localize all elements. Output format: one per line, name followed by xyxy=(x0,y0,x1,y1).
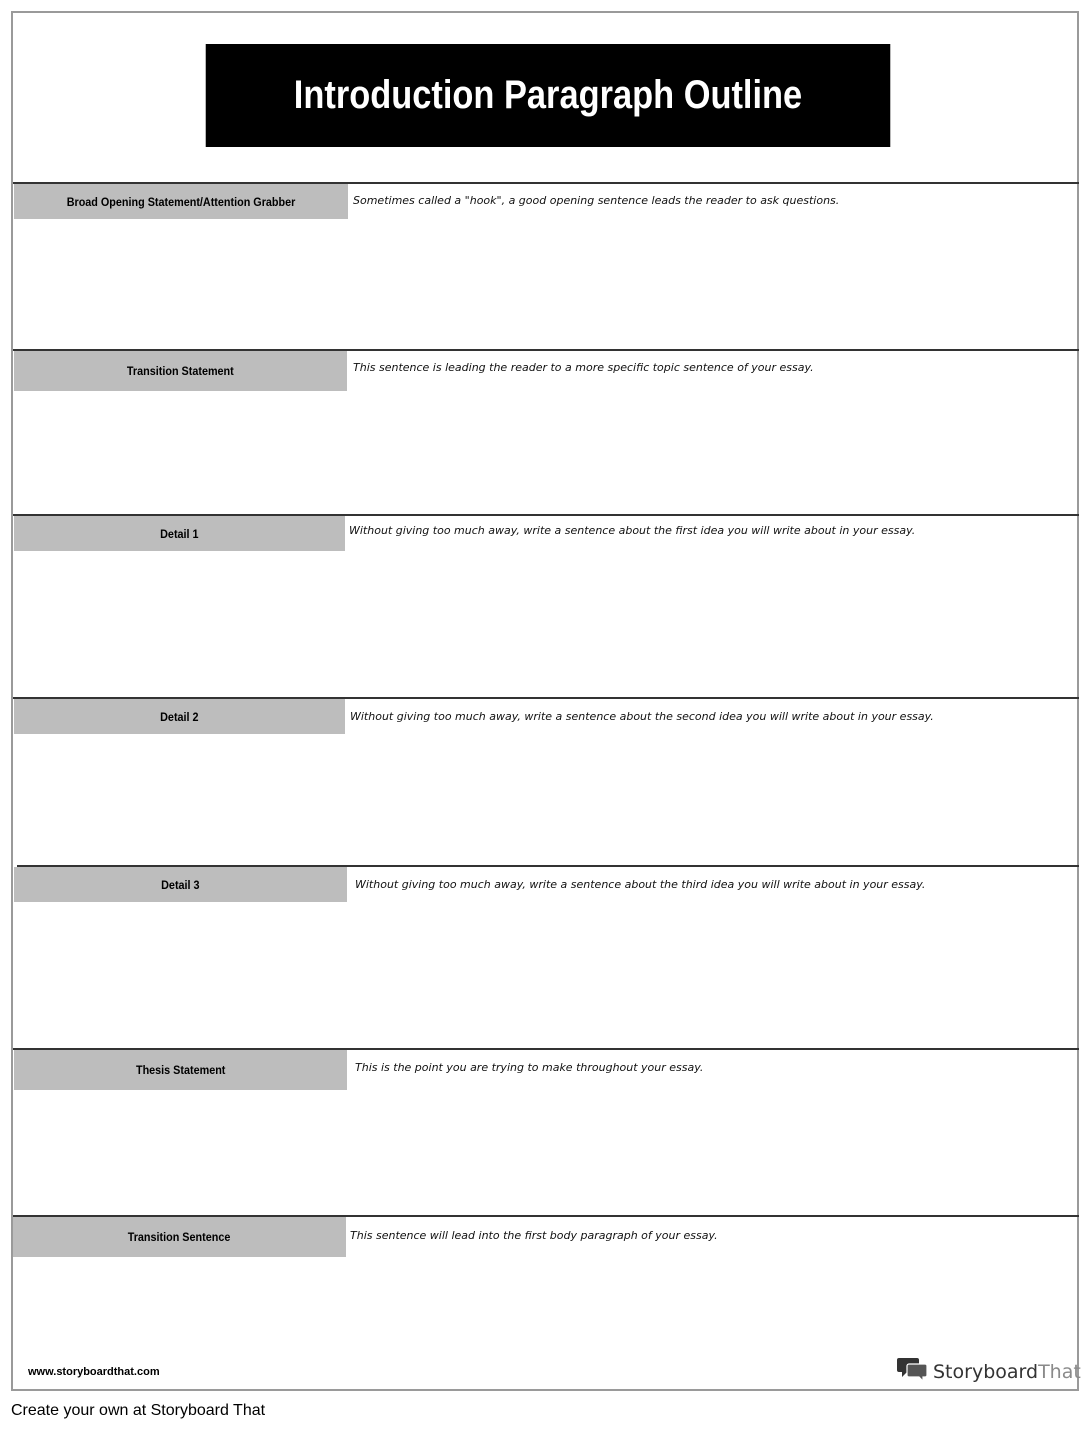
website-url[interactable]: www.storyboardthat.com xyxy=(28,1366,160,1378)
row-label: Detail 2 xyxy=(14,699,345,734)
row-label: Detail 3 xyxy=(14,867,347,902)
worksheet-page xyxy=(11,11,1079,1391)
row-label: Detail 1 xyxy=(14,516,345,551)
footer-link[interactable]: Create your own at Storyboard That xyxy=(11,1402,266,1419)
row-label: Thesis Statement xyxy=(14,1050,347,1090)
row-hint: Without giving too much away, write a sentence about the second idea you will write about in your essay. xyxy=(350,710,934,723)
outline-row xyxy=(13,182,1079,350)
logo-text: StoryboardThat xyxy=(933,1360,1081,1383)
outline-row xyxy=(13,697,1079,866)
row-hint: Without giving too much away, write a sentence about the first idea you will write about in your essay. xyxy=(349,524,916,537)
speech-bubbles-icon xyxy=(897,1356,929,1387)
outline-row xyxy=(13,349,1079,515)
outline-row xyxy=(13,514,1079,698)
row-label: Broad Opening Statement/Attention Grabber xyxy=(14,184,348,219)
row-hint: Sometimes called a "hook", a good opening sentence leads the reader to ask questions. xyxy=(353,194,840,207)
row-hint: This sentence will lead into the first body paragraph of your essay. xyxy=(350,1229,718,1242)
row-hint: This sentence is leading the reader to a more specific topic sentence of your essay. xyxy=(353,361,814,374)
row-label: Transition Statement xyxy=(14,351,347,391)
worksheet-title: Introduction Paragraph Outline xyxy=(206,44,891,147)
outline-row xyxy=(13,1048,1079,1216)
row-label: Transition Sentence xyxy=(13,1217,346,1257)
outline-row xyxy=(17,865,1079,1049)
row-hint: This is the point you are trying to make throughout your essay. xyxy=(355,1061,704,1074)
row-hint: Without giving too much away, write a sentence about the third idea you will write about in your essay. xyxy=(355,878,926,891)
storyboardthat-logo[interactable] xyxy=(897,1356,1081,1387)
